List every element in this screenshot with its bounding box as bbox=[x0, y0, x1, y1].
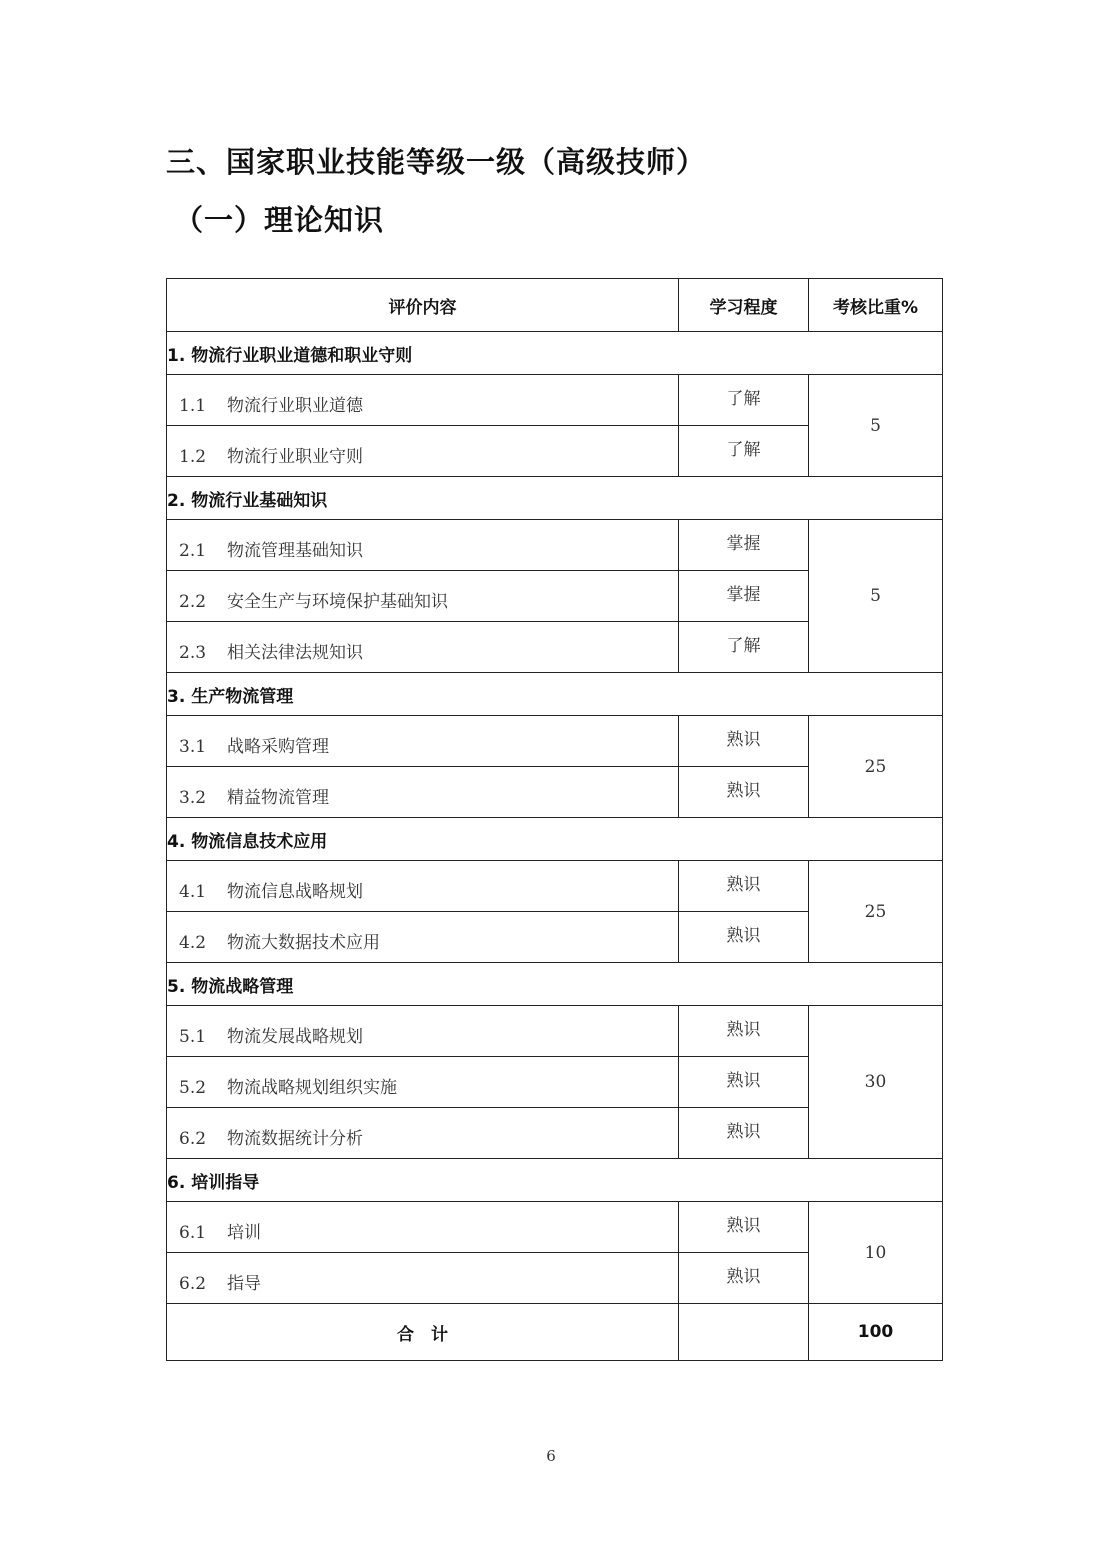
item-level: 熟识 bbox=[679, 1108, 809, 1159]
section-weight: 10 bbox=[809, 1202, 943, 1304]
item-content bbox=[167, 571, 679, 622]
item-text: 物流行业职业守则 bbox=[227, 446, 363, 467]
table-row bbox=[167, 375, 943, 426]
total-level bbox=[679, 1304, 809, 1361]
item-text: 物流发展战略规划 bbox=[227, 1026, 363, 1047]
section-weight: 25 bbox=[809, 861, 943, 963]
section-title: 2. 物流行业基础知识 bbox=[167, 477, 943, 520]
section-row bbox=[167, 332, 943, 375]
page-number: 6 bbox=[546, 1447, 556, 1465]
section-subtitle: （一）理论知识 bbox=[174, 203, 385, 237]
item-text: 精益物流管理 bbox=[227, 787, 329, 808]
item-content bbox=[167, 622, 679, 673]
item-number: 6.1 bbox=[179, 1222, 207, 1243]
section-title: 1. 物流行业职业道德和职业守则 bbox=[167, 332, 943, 375]
section-row bbox=[167, 673, 943, 716]
item-content bbox=[167, 426, 679, 477]
item-level: 熟识 bbox=[679, 1006, 809, 1057]
item-number: 2.3 bbox=[179, 642, 207, 663]
section-row bbox=[167, 818, 943, 861]
item-text: 物流信息战略规划 bbox=[227, 881, 363, 902]
item-number: 2.1 bbox=[179, 540, 207, 561]
item-level: 掌握 bbox=[679, 520, 809, 571]
item-level: 掌握 bbox=[679, 571, 809, 622]
item-level: 了解 bbox=[679, 622, 809, 673]
table-header-row bbox=[167, 279, 943, 332]
section-row bbox=[167, 477, 943, 520]
section-title: 4. 物流信息技术应用 bbox=[167, 818, 943, 861]
item-content bbox=[167, 1108, 679, 1159]
section-title: 5. 物流战略管理 bbox=[167, 963, 943, 1006]
item-level: 熟识 bbox=[679, 716, 809, 767]
table-row bbox=[167, 1202, 943, 1253]
item-text: 战略采购管理 bbox=[227, 736, 329, 757]
item-number: 3.2 bbox=[179, 787, 207, 808]
total-label: 合 计 bbox=[167, 1304, 679, 1361]
item-text: 指导 bbox=[227, 1273, 261, 1294]
total-weight: 100 bbox=[809, 1304, 943, 1361]
item-level: 熟识 bbox=[679, 767, 809, 818]
evaluation-table bbox=[166, 278, 943, 1361]
item-level: 熟识 bbox=[679, 1202, 809, 1253]
item-number: 3.1 bbox=[179, 736, 207, 757]
item-text: 培训 bbox=[227, 1222, 261, 1243]
table-row bbox=[167, 1006, 943, 1057]
item-content bbox=[167, 1057, 679, 1108]
total-row bbox=[167, 1304, 943, 1361]
item-level: 了解 bbox=[679, 375, 809, 426]
item-number: 5.1 bbox=[179, 1026, 207, 1047]
section-row bbox=[167, 1159, 943, 1202]
item-level: 熟识 bbox=[679, 912, 809, 963]
item-number: 2.2 bbox=[179, 591, 207, 612]
item-number: 5.2 bbox=[179, 1077, 207, 1098]
item-text: 物流行业职业道德 bbox=[227, 395, 363, 416]
section-row bbox=[167, 963, 943, 1006]
item-level: 了解 bbox=[679, 426, 809, 477]
item-number: 4.1 bbox=[179, 881, 207, 902]
section-weight: 5 bbox=[809, 375, 943, 477]
section-weight: 30 bbox=[809, 1006, 943, 1159]
section-title: 3. 生产物流管理 bbox=[167, 673, 943, 716]
item-content bbox=[167, 716, 679, 767]
item-text: 物流战略规划组织实施 bbox=[227, 1077, 397, 1098]
item-text: 相关法律法规知识 bbox=[227, 642, 363, 663]
header-weight: 考核比重% bbox=[809, 279, 943, 332]
item-text: 物流数据统计分析 bbox=[227, 1128, 363, 1149]
item-content bbox=[167, 375, 679, 426]
item-content bbox=[167, 861, 679, 912]
section-weight: 5 bbox=[809, 520, 943, 673]
table-row bbox=[167, 716, 943, 767]
item-text: 物流大数据技术应用 bbox=[227, 932, 380, 953]
item-level: 熟识 bbox=[679, 861, 809, 912]
item-level: 熟识 bbox=[679, 1253, 809, 1304]
item-number: 6.2 bbox=[179, 1128, 207, 1149]
item-number: 4.2 bbox=[179, 932, 207, 953]
item-content bbox=[167, 1253, 679, 1304]
item-text: 物流管理基础知识 bbox=[227, 540, 363, 561]
item-content bbox=[167, 520, 679, 571]
table-row bbox=[167, 861, 943, 912]
item-content bbox=[167, 1006, 679, 1057]
item-content bbox=[167, 912, 679, 963]
item-number: 1.2 bbox=[179, 446, 207, 467]
item-number: 1.1 bbox=[179, 395, 207, 416]
page-title: 三、国家职业技能等级一级（高级技师） bbox=[166, 145, 707, 179]
item-content bbox=[167, 1202, 679, 1253]
section-weight: 25 bbox=[809, 716, 943, 818]
header-level: 学习程度 bbox=[679, 279, 809, 332]
item-content bbox=[167, 767, 679, 818]
header-content: 评价内容 bbox=[167, 279, 679, 332]
section-title: 6. 培训指导 bbox=[167, 1159, 943, 1202]
item-level: 熟识 bbox=[679, 1057, 809, 1108]
table-row bbox=[167, 520, 943, 571]
item-text: 安全生产与环境保护基础知识 bbox=[227, 591, 448, 612]
item-number: 6.2 bbox=[179, 1273, 207, 1294]
